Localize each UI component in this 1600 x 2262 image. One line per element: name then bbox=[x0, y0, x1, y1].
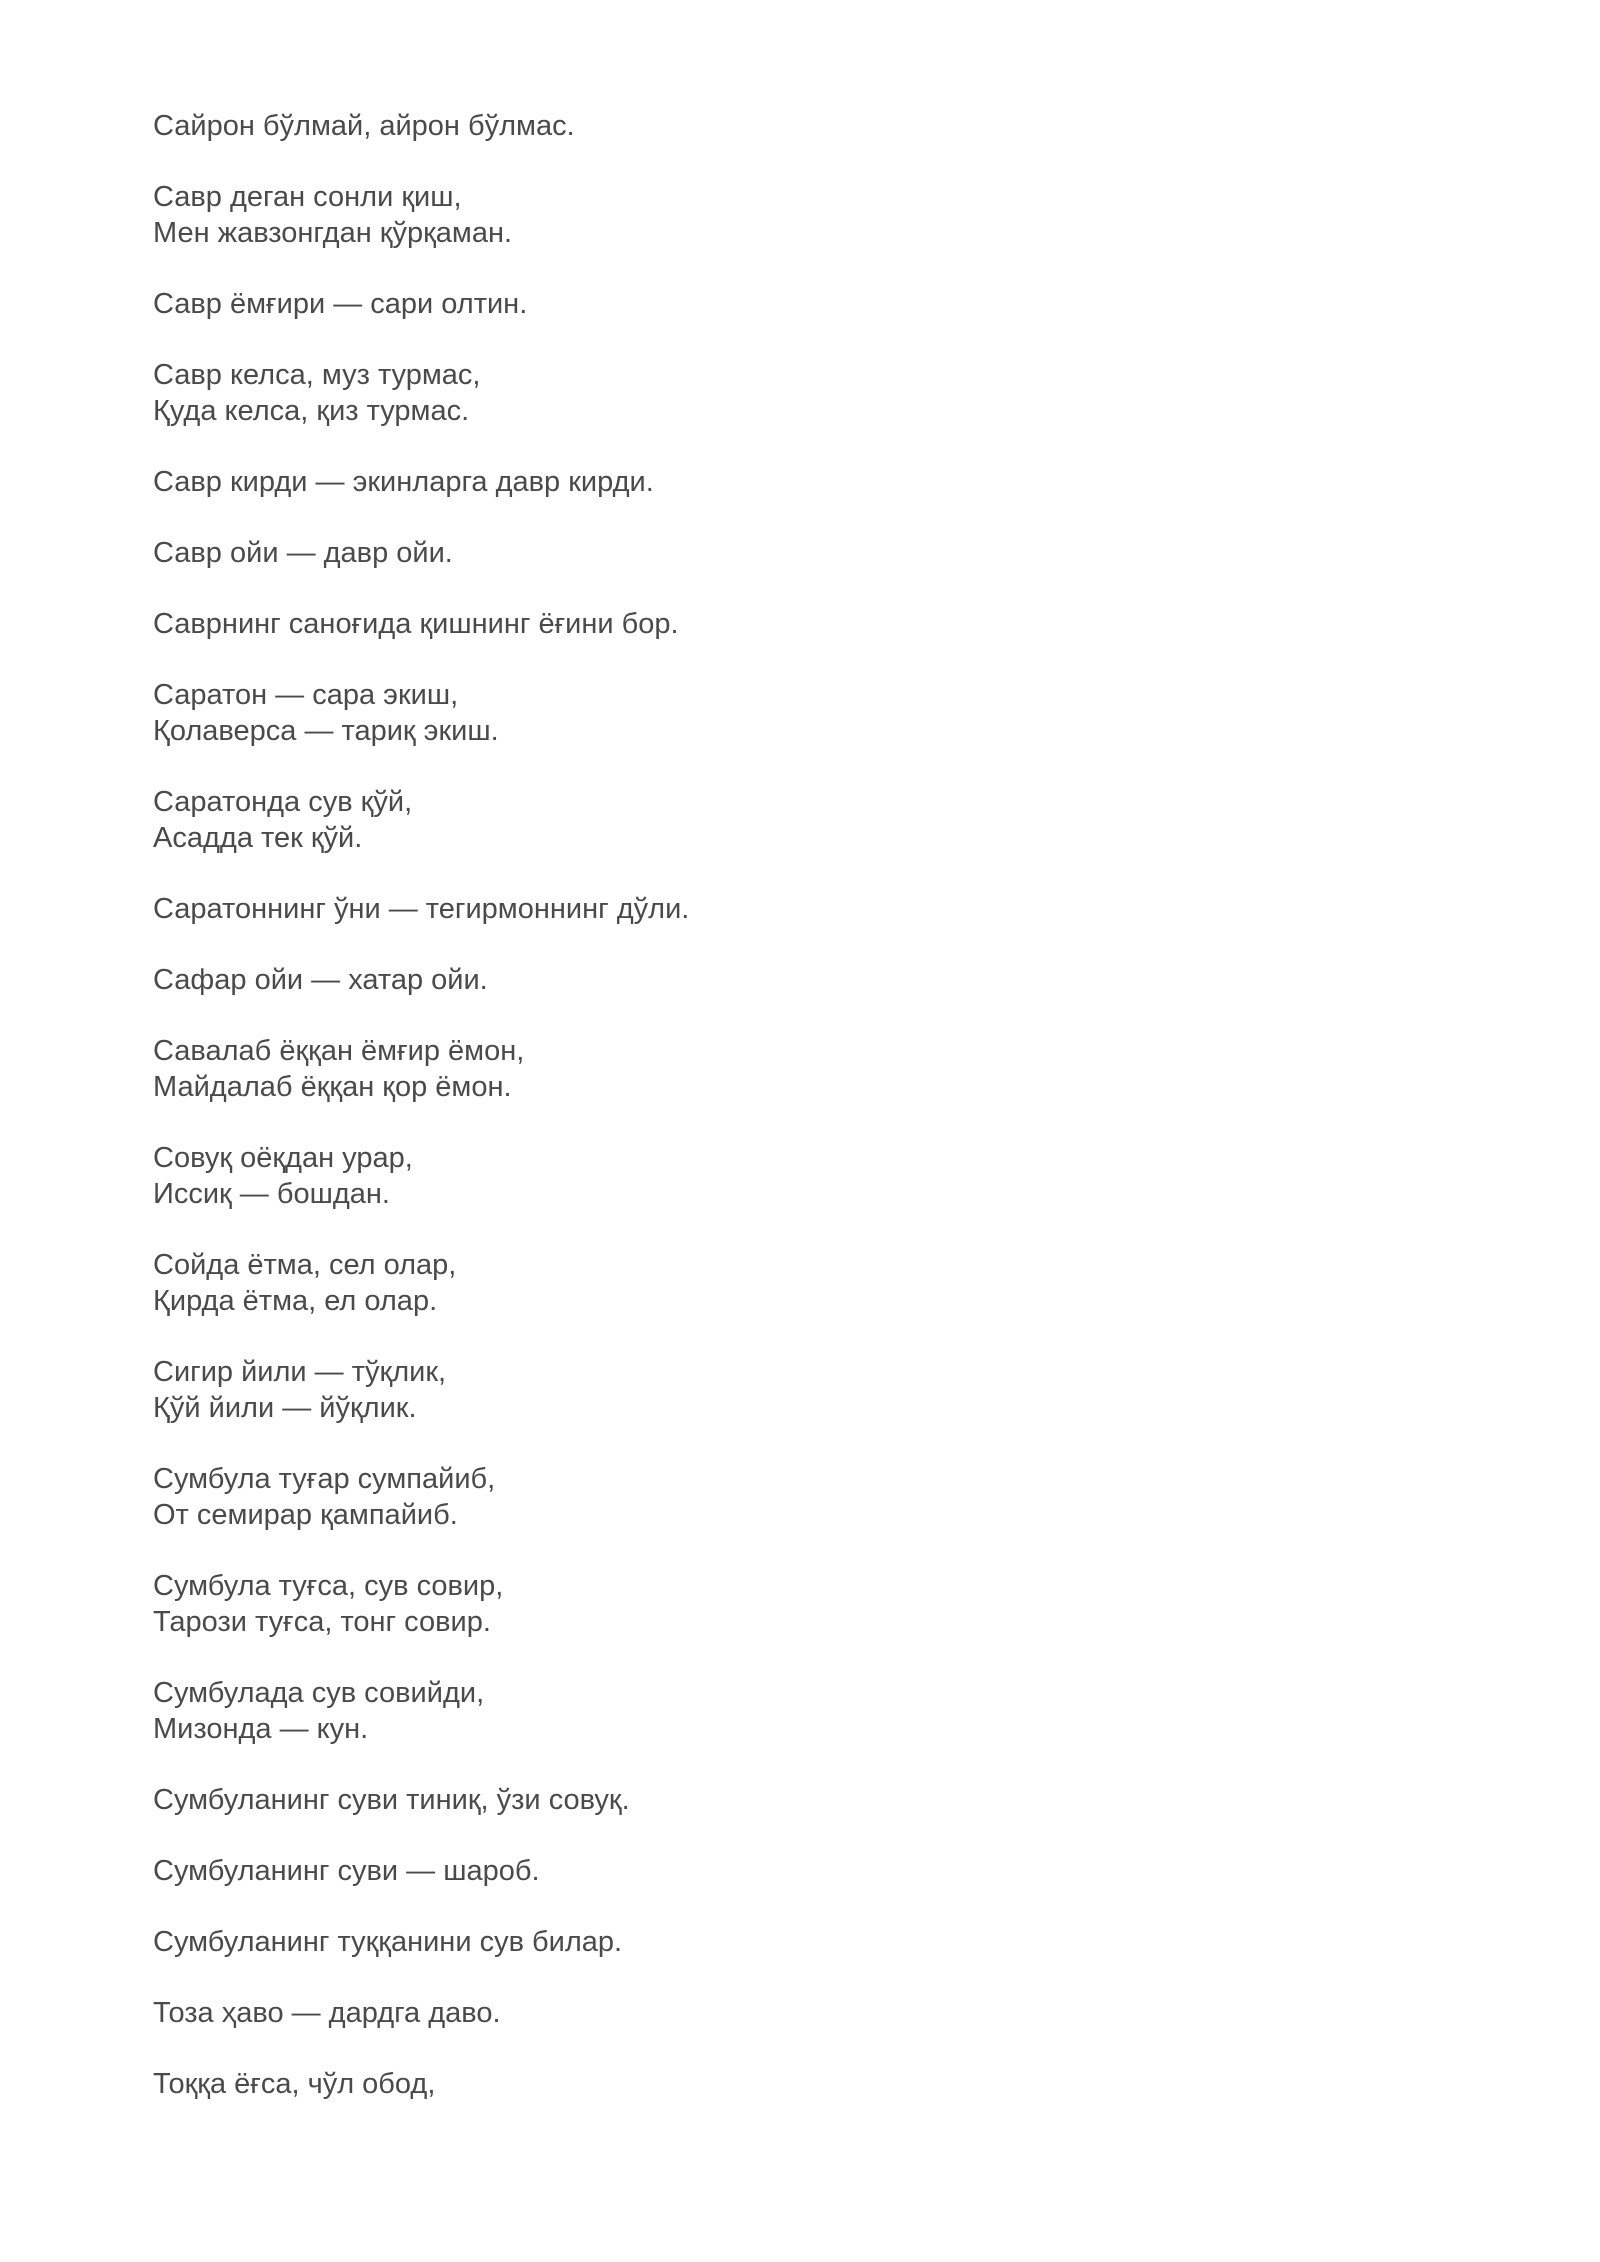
proverb-line: Сумбула туғса, сув совир, bbox=[153, 1570, 504, 1602]
proverb-line: Сайрон бўлмай, айрон бўлмас. bbox=[153, 110, 575, 142]
proverb-block bbox=[153, 2066, 1453, 2102]
proverb-block bbox=[153, 179, 1453, 251]
proverb-line: Қирда ётма, ел олар. bbox=[153, 1285, 438, 1317]
proverb-block bbox=[153, 286, 1453, 322]
proverb-line: Иссиқ — бошдан. bbox=[153, 1178, 390, 1210]
proverb-block bbox=[153, 357, 1453, 429]
proverb-line: Савр деган сонли қиш, bbox=[153, 181, 462, 213]
proverb-line: Сойда ётма, сел олар, bbox=[153, 1249, 457, 1281]
proverb-line: Сумбуланинг суви — шароб. bbox=[153, 1855, 540, 1887]
proverb-line: Қолаверса — тариқ экиш. bbox=[153, 715, 499, 747]
proverb-block bbox=[153, 677, 1453, 749]
proverb-block bbox=[153, 1782, 1453, 1818]
proverb-block bbox=[153, 464, 1453, 500]
proverb-line: Тоза ҳаво — дардга даво. bbox=[153, 1997, 501, 2029]
proverb-line: Савр ойи — давр ойи. bbox=[153, 537, 453, 569]
proverb-block bbox=[153, 1461, 1453, 1533]
proverb-block bbox=[153, 1853, 1453, 1889]
proverb-block bbox=[153, 891, 1453, 927]
proverb-block bbox=[153, 1140, 1453, 1212]
proverb-line: Савалаб ёққан ёмғир ёмон, bbox=[153, 1035, 525, 1067]
proverb-line: Сигир йили — тўқлик, bbox=[153, 1356, 447, 1388]
proverb-line: Саратон — сара экиш, bbox=[153, 679, 459, 711]
proverb-block bbox=[153, 535, 1453, 571]
proverb-line: Сумбуланинг туққанини сув билар. bbox=[153, 1926, 623, 1958]
proverb-block bbox=[153, 1033, 1453, 1105]
proverb-line: Қўй йили — йўқлик. bbox=[153, 1392, 417, 1424]
proverb-line: Саратоннинг ўни — тегирмоннинг дўли. bbox=[153, 893, 690, 925]
proverb-line: Тоққа ёғса, чўл обод, bbox=[153, 2068, 436, 2100]
proverb-line: Қуда келса, қиз турмас. bbox=[153, 395, 470, 427]
proverb-block bbox=[153, 1247, 1453, 1319]
proverb-block bbox=[153, 1568, 1453, 1640]
proverb-block bbox=[153, 1924, 1453, 1960]
proverb-block bbox=[153, 962, 1453, 998]
proverb-line: От семирар қампайиб. bbox=[153, 1499, 458, 1531]
proverb-line: Савр келса, муз турмас, bbox=[153, 359, 481, 391]
proverb-list bbox=[153, 108, 1453, 2137]
proverb-block bbox=[153, 1354, 1453, 1426]
proverb-line: Савр кирди — экинларга давр кирди. bbox=[153, 466, 654, 498]
proverb-block bbox=[153, 784, 1453, 856]
proverb-line: Сумбула туғар сумпайиб, bbox=[153, 1463, 496, 1495]
proverb-line: Сумбуланинг суви тиниқ, ўзи совуқ. bbox=[153, 1784, 630, 1816]
proverb-line: Мен жавзонгдан қўрқаман. bbox=[153, 217, 513, 249]
proverb-line: Сумбулада сув совийди, bbox=[153, 1677, 485, 1709]
proverb-line: Савр ёмғири — сари олтин. bbox=[153, 288, 528, 320]
proverb-line: Тарози туғса, тонг совир. bbox=[153, 1606, 491, 1638]
proverb-block bbox=[153, 1995, 1453, 2031]
proverb-block bbox=[153, 108, 1453, 144]
proverb-line: Сафар ойи — хатар ойи. bbox=[153, 964, 488, 996]
proverb-line: Майдалаб ёққан қор ёмон. bbox=[153, 1071, 512, 1103]
proverb-block bbox=[153, 1675, 1453, 1747]
proverb-line: Саратонда сув қўй, bbox=[153, 786, 413, 818]
proverb-block bbox=[153, 606, 1453, 642]
proverb-line: Асадда тек қўй. bbox=[153, 822, 363, 854]
proverb-line: Саврнинг саноғида қишнинг ёғини бор. bbox=[153, 608, 679, 640]
proverb-line: Совуқ оёқдан урар, bbox=[153, 1142, 413, 1174]
proverb-line: Мизонда — кун. bbox=[153, 1713, 369, 1745]
